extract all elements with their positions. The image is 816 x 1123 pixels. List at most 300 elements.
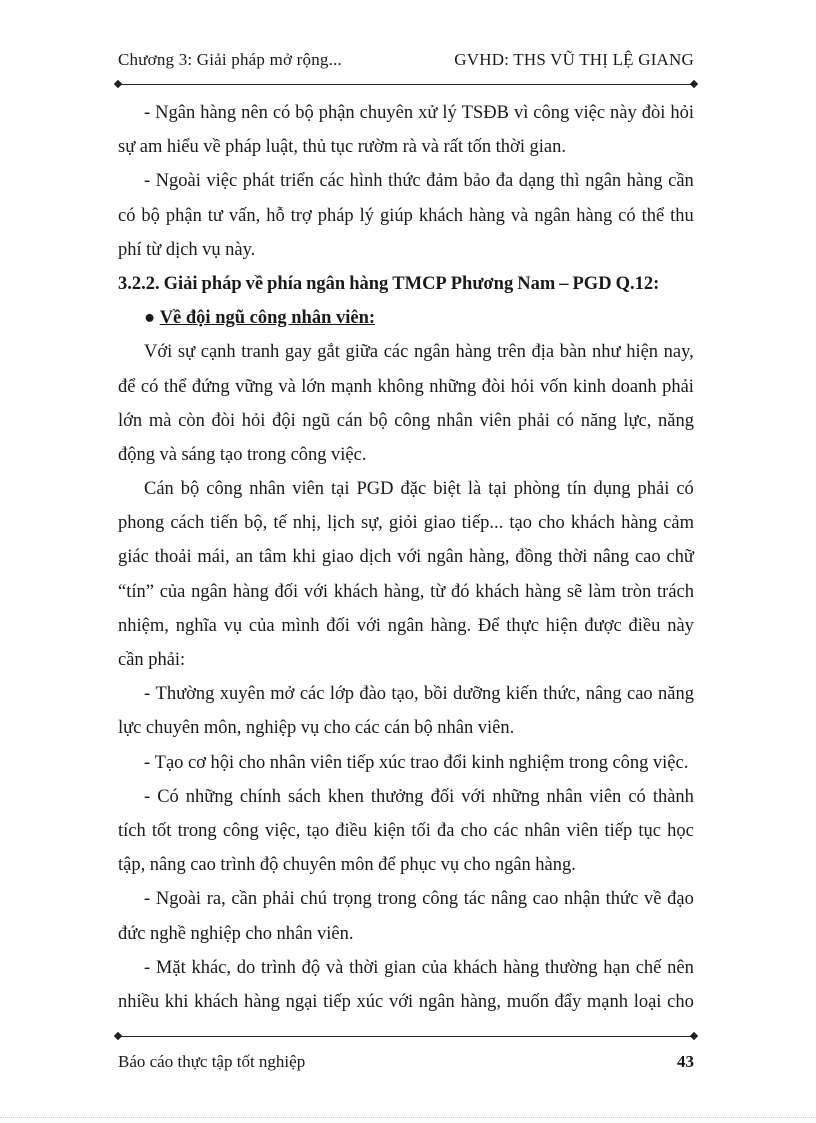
word: thường: [544, 957, 598, 978]
word: ngân: [585, 171, 622, 192]
word: có: [272, 103, 291, 123]
word: tế: [273, 513, 287, 534]
word: tạo,: [391, 684, 419, 705]
word: năng: [580, 410, 617, 431]
word: nên: [241, 103, 268, 123]
word: khách: [194, 991, 239, 1012]
word: rườm: [357, 137, 399, 158]
word: mái,: [197, 547, 230, 568]
word: thức,: [543, 684, 581, 705]
word: cao: [627, 684, 653, 705]
word: hiện: [545, 615, 578, 636]
word: nhân: [249, 479, 286, 500]
word: hàng: [468, 205, 505, 226]
word: phải: [262, 889, 295, 910]
word: viên: [292, 479, 325, 500]
word: nay,: [663, 342, 694, 363]
word: hàng: [621, 513, 658, 534]
word: mạnh: [330, 376, 373, 397]
paragraph-line: [118, 746, 694, 780]
paragraph-line: [118, 951, 694, 985]
word: chuyên: [145, 718, 200, 739]
word: học: [667, 820, 694, 841]
word: tâm: [258, 547, 287, 568]
word: tốn: [467, 137, 492, 158]
word: đứng: [191, 376, 230, 397]
word: này: [667, 615, 694, 636]
word: thành: [652, 786, 694, 807]
word: với: [303, 581, 329, 602]
word: gian.: [529, 137, 566, 158]
word: thể: [641, 205, 665, 226]
word: các: [319, 171, 345, 192]
word: vì: [513, 103, 529, 123]
word: kinh: [573, 376, 606, 397]
word: và: [159, 444, 177, 465]
word: kiện: [373, 820, 406, 841]
paragraph-line: [118, 985, 694, 1019]
word: việc.: [652, 752, 689, 773]
word: thể: [163, 376, 187, 397]
word: ngân: [387, 615, 424, 636]
word: ngân: [494, 855, 531, 876]
word: Để: [477, 615, 500, 636]
word: năng: [658, 684, 694, 705]
word: khi: [164, 991, 189, 1012]
word: tại: [331, 479, 350, 500]
word: về: [203, 137, 221, 158]
word: nghiệp: [190, 923, 241, 944]
word: điều: [628, 615, 661, 636]
word: còn: [178, 410, 205, 431]
word: rà: [402, 137, 418, 158]
word: ngân: [418, 991, 455, 1012]
word: gay: [284, 342, 312, 363]
word: và: [421, 137, 439, 158]
word: mình: [281, 615, 320, 636]
word: Q.12:: [615, 273, 660, 294]
word: lực,: [623, 410, 652, 431]
word: Phương: [450, 273, 514, 294]
word: đội: [272, 410, 296, 431]
word: trợ: [290, 205, 312, 226]
word: kinh: [471, 752, 505, 773]
word: gắt: [317, 342, 340, 363]
word: bộ: [180, 479, 200, 500]
word: khách: [333, 581, 378, 602]
word: độ: [301, 957, 321, 978]
word: tục: [638, 820, 661, 841]
word: -: [144, 171, 151, 192]
word: nâng: [593, 547, 630, 568]
word: cạnh: [200, 342, 236, 363]
word: hàng,: [460, 991, 502, 1012]
word: ngân: [427, 547, 464, 568]
word: và: [510, 205, 529, 226]
word: ngân: [191, 581, 228, 602]
word: năng: [657, 410, 694, 431]
word: chuyên: [359, 103, 414, 123]
word: nghiệp: [245, 718, 297, 739]
word: sự: [177, 342, 196, 363]
footer-divider: [118, 1036, 694, 1037]
word: Ngân: [155, 103, 196, 123]
word: vốn: [539, 376, 568, 397]
word: đối: [274, 581, 299, 602]
word: trong: [247, 444, 287, 465]
word: công: [422, 889, 459, 910]
word: viên: [566, 820, 599, 841]
word: an: [235, 547, 254, 568]
word: khác,: [191, 957, 232, 978]
word: giữa: [345, 342, 379, 363]
word: đạo: [667, 889, 694, 910]
word: cảm: [663, 513, 694, 534]
paragraph-line: [118, 130, 694, 164]
word: sách: [287, 786, 321, 807]
word: sự: [118, 137, 136, 158]
word: tiếp: [604, 820, 633, 841]
word: cho: [323, 718, 351, 739]
word: các: [354, 718, 380, 739]
word: bàn: [559, 342, 587, 363]
word: TMCP: [392, 273, 447, 294]
word: chữ: [666, 547, 694, 568]
word: sáng: [181, 444, 216, 465]
word: nhiều: [118, 991, 160, 1012]
paragraph-line: [118, 575, 694, 609]
word: từ: [146, 239, 162, 260]
word: khách: [453, 957, 498, 978]
word: thời: [349, 957, 379, 978]
word: cần: [118, 650, 144, 670]
word: dưỡng: [452, 684, 501, 705]
word: tranh: [241, 342, 280, 363]
word: trách: [657, 581, 694, 602]
word: đặc: [400, 479, 427, 500]
word: trong: [377, 889, 417, 910]
word: nên: [667, 957, 694, 978]
word: đa: [495, 171, 514, 192]
word: thức: [605, 889, 639, 910]
word: công: [290, 444, 327, 465]
word: tư: [207, 205, 223, 226]
word: bộ: [295, 103, 314, 123]
word: cho: [667, 991, 694, 1012]
word: giao: [423, 513, 456, 534]
word: hàng: [200, 103, 237, 123]
word: phong: [118, 513, 165, 534]
word: là: [467, 479, 482, 500]
word: việc: [574, 103, 606, 123]
word: hình: [349, 171, 383, 192]
word: vấn,: [228, 205, 261, 226]
word: hàng.: [430, 615, 472, 636]
word: cao: [532, 889, 559, 910]
word: động: [118, 444, 155, 465]
word: –: [559, 273, 569, 294]
word: ra,: [206, 889, 226, 910]
word: phải:: [148, 650, 186, 670]
word: đòi: [211, 410, 236, 431]
word: doanh: [611, 376, 657, 397]
word: nhân: [437, 718, 474, 739]
word: chuyên: [282, 855, 337, 876]
word: nâng: [149, 855, 186, 876]
paragraph-line: [118, 917, 694, 951]
word: và: [278, 376, 296, 397]
word: phục: [400, 855, 437, 876]
word: địa: [531, 342, 555, 363]
footer-report-title: Báo cáo thực tập tốt nghiệp: [118, 1052, 306, 1071]
word: hàng: [232, 581, 269, 602]
word: Ngoài: [155, 171, 201, 192]
paragraph-line: [118, 711, 694, 745]
word: đồng: [515, 547, 553, 568]
word: tín: [566, 479, 587, 500]
paragraph-line: [118, 506, 694, 540]
word: sẽ: [566, 581, 583, 602]
word: khách: [475, 581, 520, 602]
word: vụ: [440, 855, 460, 876]
paragraph-line: [118, 96, 694, 130]
word: hàng: [626, 171, 663, 192]
word: cho: [460, 820, 488, 841]
word: do: [236, 957, 256, 978]
word: chính: [239, 786, 281, 807]
word: công: [533, 103, 570, 123]
word: Cán: [144, 479, 174, 500]
word: phải: [518, 410, 550, 431]
word: hiểu: [166, 137, 199, 158]
word: gian: [384, 957, 417, 978]
word: ngại: [285, 991, 318, 1012]
word: nhân: [269, 752, 306, 773]
word: “tín”: [118, 581, 154, 602]
word: -: [144, 684, 151, 705]
word: hàng,: [468, 547, 510, 568]
section-bullet-title: [118, 301, 694, 335]
word: được: [584, 615, 622, 636]
word: lý: [359, 205, 375, 226]
word: pháp: [201, 273, 242, 294]
word: muốn: [506, 991, 549, 1012]
word: dịch: [165, 239, 198, 260]
word: hỏi: [670, 103, 694, 123]
page-header: [118, 50, 694, 76]
page-body: [118, 96, 694, 1019]
word: có: [118, 205, 136, 226]
word: giúp: [379, 205, 413, 226]
word: nhận: [564, 889, 600, 910]
paragraph-line: [118, 677, 694, 711]
word: vụ: [223, 615, 243, 636]
word: hỗ: [266, 205, 285, 226]
word: thời: [495, 137, 525, 158]
word: từ: [430, 581, 446, 602]
word: viên: [589, 786, 622, 807]
word: viên: [479, 410, 512, 431]
word: dụng: [593, 479, 631, 500]
word: cần: [231, 889, 258, 910]
word: tiếp...: [461, 513, 504, 534]
word: lực: [118, 718, 142, 739]
word: ngân: [306, 273, 346, 294]
word: lớn: [301, 376, 326, 397]
paragraph-line: [118, 404, 694, 438]
word: đổi: [443, 752, 467, 773]
word: viên: [310, 752, 343, 773]
word: để: [378, 855, 396, 876]
word: nhân: [546, 786, 583, 807]
word: của: [421, 957, 448, 978]
word: am: [139, 137, 163, 158]
word: tốt: [151, 820, 172, 841]
word: cách: [170, 513, 205, 534]
word: đòi: [641, 103, 666, 123]
word: hàng: [576, 205, 613, 226]
paragraph-line: [118, 780, 694, 814]
word: thu: [670, 205, 694, 226]
paragraph-line: [118, 540, 694, 574]
word: có: [556, 410, 575, 431]
paragraph-line: [118, 848, 694, 882]
word: độ: [259, 855, 279, 876]
word: -: [144, 103, 151, 123]
word: trình: [260, 957, 296, 978]
word: ngân: [413, 342, 450, 363]
word: nâng: [491, 889, 527, 910]
word: môn,: [203, 718, 242, 739]
word: Mặt: [155, 957, 186, 978]
word: -: [144, 752, 151, 773]
word: TSĐB: [461, 103, 509, 123]
word: các: [493, 820, 519, 841]
word: này.: [225, 239, 256, 260]
word: đối: [430, 786, 455, 807]
word: đối: [326, 615, 350, 636]
word: -: [144, 786, 151, 807]
word: việc: [206, 171, 238, 192]
word: nâng: [585, 684, 622, 705]
word: hỏi: [510, 376, 535, 397]
word: những: [185, 786, 233, 807]
word: thời: [558, 547, 588, 568]
word: công: [394, 410, 431, 431]
paragraph-line: [118, 609, 694, 643]
header-advisor: GVHD: THS VŨ THỊ LỆ GIANG: [454, 50, 694, 69]
word: nghiệm: [508, 752, 565, 773]
word: nghề: [150, 923, 186, 944]
word: tối: [411, 820, 431, 841]
paragraph-line: [118, 199, 694, 233]
word: thức: [388, 171, 421, 192]
bullet-dot-icon: ●: [144, 308, 156, 329]
word: có: [140, 376, 159, 397]
word: đảm: [426, 171, 458, 192]
word: ngũ: [302, 410, 331, 431]
word: hỏi: [241, 410, 266, 431]
word: bộ: [141, 205, 160, 226]
word: biệt: [433, 479, 461, 500]
word: thưởng: [370, 786, 424, 807]
word: lớp: [329, 684, 354, 705]
word: phát: [242, 171, 275, 192]
word: chú: [300, 889, 328, 910]
word: mạnh: [586, 991, 629, 1012]
word: 3.2.2.: [118, 273, 160, 294]
word: vững: [235, 376, 273, 397]
header-chapter: Chương 3: Giải pháp mở rộng...: [118, 50, 342, 69]
word: triển: [280, 171, 314, 192]
word: trình: [220, 855, 256, 876]
word: tại: [488, 479, 507, 500]
word: trong: [568, 752, 608, 773]
word: về: [245, 273, 264, 294]
word: với: [461, 786, 486, 807]
word: chế: [635, 957, 662, 978]
word: công: [206, 479, 243, 500]
word: khen: [327, 786, 364, 807]
word: đòi: [481, 376, 506, 397]
word: phòng: [513, 479, 560, 500]
word: cho: [245, 923, 273, 944]
word: rất: [443, 137, 463, 158]
word: sự,: [360, 513, 383, 534]
word: lý: [442, 103, 457, 123]
word: để: [118, 376, 136, 397]
word: tục: [330, 137, 354, 158]
paragraph-line: [118, 438, 694, 472]
word: giỏi: [388, 513, 418, 534]
word: thoải: [154, 547, 192, 568]
word: thủ: [302, 137, 327, 158]
paragraph-line: [118, 814, 694, 848]
word: hàng: [243, 991, 280, 1012]
header-divider: [118, 84, 694, 85]
paragraph-line: [118, 643, 694, 677]
word: xử: [418, 103, 438, 123]
word: việc.: [331, 444, 367, 465]
word: có: [628, 786, 646, 807]
word: bồi: [423, 684, 448, 705]
word: xúc: [378, 752, 406, 773]
word: bảo: [463, 171, 491, 192]
word: trên: [497, 342, 526, 363]
word: tạo: [306, 820, 330, 841]
word: trọng: [332, 889, 372, 910]
word: cần: [668, 171, 694, 192]
word: tiến: [210, 513, 239, 534]
paragraph-line: [118, 335, 694, 369]
word: hạn: [603, 957, 630, 978]
word: những: [492, 786, 540, 807]
word: công: [222, 820, 259, 841]
word: phí: [118, 239, 142, 260]
word: cơ: [187, 752, 206, 773]
word: phải: [662, 376, 694, 397]
word: hàng: [525, 581, 562, 602]
word: công: [612, 752, 649, 773]
word: xuyên: [219, 684, 265, 705]
word: vụ: [300, 718, 320, 739]
word: nhị,: [292, 513, 322, 534]
word: nhân: [436, 410, 473, 431]
word: dạng: [518, 171, 555, 192]
word: cao: [634, 547, 661, 568]
word: khi: [292, 547, 317, 568]
word: cán: [336, 410, 363, 431]
